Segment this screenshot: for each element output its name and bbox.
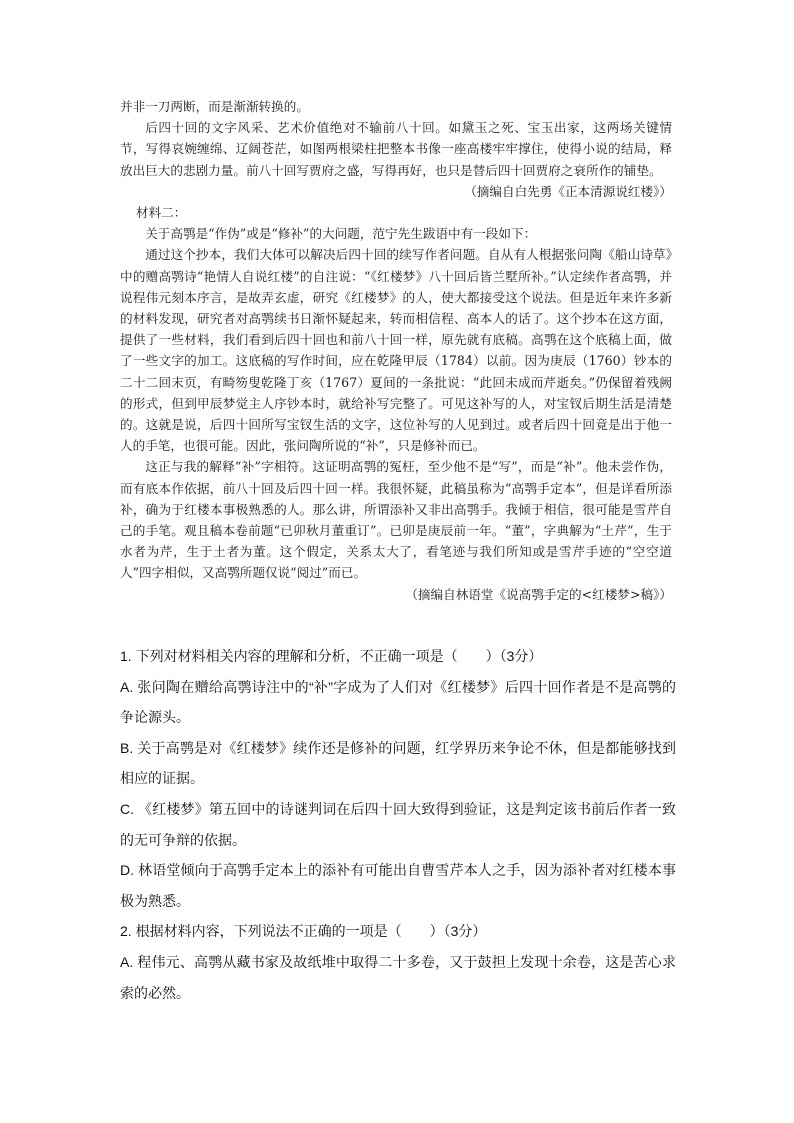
- question-section: [120, 641, 676, 1008]
- question-1-option-d: D. 林语堂倾向于高鹗手定本上的添补有可能出自曹雪芹本人之手，因为添补者对红楼本事极为熟悉。: [120, 862, 676, 909]
- question-1-option-a: A. 张问陶在赠给高鹗诗注中的“补”字成为了人们对《红楼梦》后四十回作者是不是高鹗的争论源头。: [120, 678, 676, 726]
- source-citation: （摘编自白先勇《正本清源说红楼》）: [464, 183, 672, 199]
- reading-material: [120, 96, 672, 605]
- material-paragraph: 关于高鹗是“作伪”或是“修补”的大问题，范宁先生跋语中有一段如下：: [145, 226, 537, 242]
- question-2-stem: 2. 根据材料内容，下列说法不正确的一项是（ ）（3分）: [120, 923, 487, 940]
- material-paragraph: 这正与我的解释“补”字相符。这证明高鹗的冤枉，至少他不是“写”，而是“补”。他未尝作伪，而有底本作依据，前八十回及后四十回一样。我很怀疑，此稿虽称为“高鹗手定本”，但是详看所添补，确为于红楼本事极熟悉的人。那么讲，所谓添补又非出高鹗手。我倾于相信，很可能是雪芹自己的手笔。观且稿本卷前题“已卯秋月董重订”。已卯是庚辰前一年。“董”，字典解为“土芹”，生于水者为芹，生于土者为董。这个假定，关系太大了，看笔迹与我们所知或是雪芹手迹的“空空道人”四字相似，又高鹗所题仅说“阅过”而已。: [120, 459, 672, 581]
- question-1-option-c: C. 《红楼梦》第五回中的诗谜判词在后四十回大致得到验证，这是判定该书前后作者一致的无可争辩的依据。: [120, 800, 676, 848]
- question-1-stem: 1. 下列对材料相关内容的理解和分析，不正确一项是（ ）（3分）: [120, 648, 543, 664]
- question-1-option-b: B. 关于高鹗是对《红楼梦》续作还是修补的问题，红学界历来争论不休，但是都能够找到相应的证据。: [120, 739, 676, 787]
- material-paragraph: 通过这个抄本，我们大体可以解决后四十回的续写作者问题。自从有人根据张问陶《船山诗草》中的赠高鹗诗“艳情人自说红楼”的自注说：“《红楼梦》八十回后皆兰墅所补。”认定续作者高鹗，并说程伟元刻本序言，是故弄玄虚，研究《红楼梦》的人，使大都接受这个说法。但是近年来许多新的材料发现，研究者对高鹗续书日渐怀疑起来，转而相信程、高本人的话了。这个抄本在这方面，提供了一些材料，我们看到后四十回也和前八十回一样，原先就有底稿。高鹗在这个底稿上面，做了一些文字的加工。这底稿的写作时间，应在乾隆甲辰（1784）以前。因为庚辰（1760）钞本的二十二回末页，有畸笏叟乾隆丁亥（1767）夏间的一条批说：“此回未成而芹逝矣。”仍保留着残阙的形式，但到甲辰梦觉主人序钞本时，就给补写完整了。可见这补写的人，对宝钗后期生活是清楚的。这就是说，后四十回所写宝钗生活的文字，这位补写的人见到过。或者后四十回竟是出于他一人的手笔，也很可能。因此，张问陶所说的“补”，只是修补而已。: [120, 247, 672, 454]
- material-paragraph: 后四十回的文字风采、艺术价值绝对不输前八十回。如黛玉之死、宝玉出家，这两场关键情节，写得哀婉缠绵、辽阔苍茫，如图两根梁柱把整本书像一座高楼牢牢撑住，使得小说的结局，释放出巨大的悲剧力量。前八十回写贾府之盛，写得再好，也只是替后四十回贾府之衰所作的铺垫。: [120, 120, 672, 178]
- source-citation: （摘编自林语堂《说高鹗手定的<红楼梦>稿》）: [405, 586, 672, 602]
- question-2-option-a: A. 程伟元、高鹗从藏书家及故纸堆中取得二十多卷，又于鼓担上发现十余卷，这是苦心求索的必然。: [120, 953, 676, 1001]
- material-paragraph: 并非一刀两断，而是渐渐转换的。: [120, 99, 309, 114]
- material-heading: 材料二：: [136, 205, 187, 221]
